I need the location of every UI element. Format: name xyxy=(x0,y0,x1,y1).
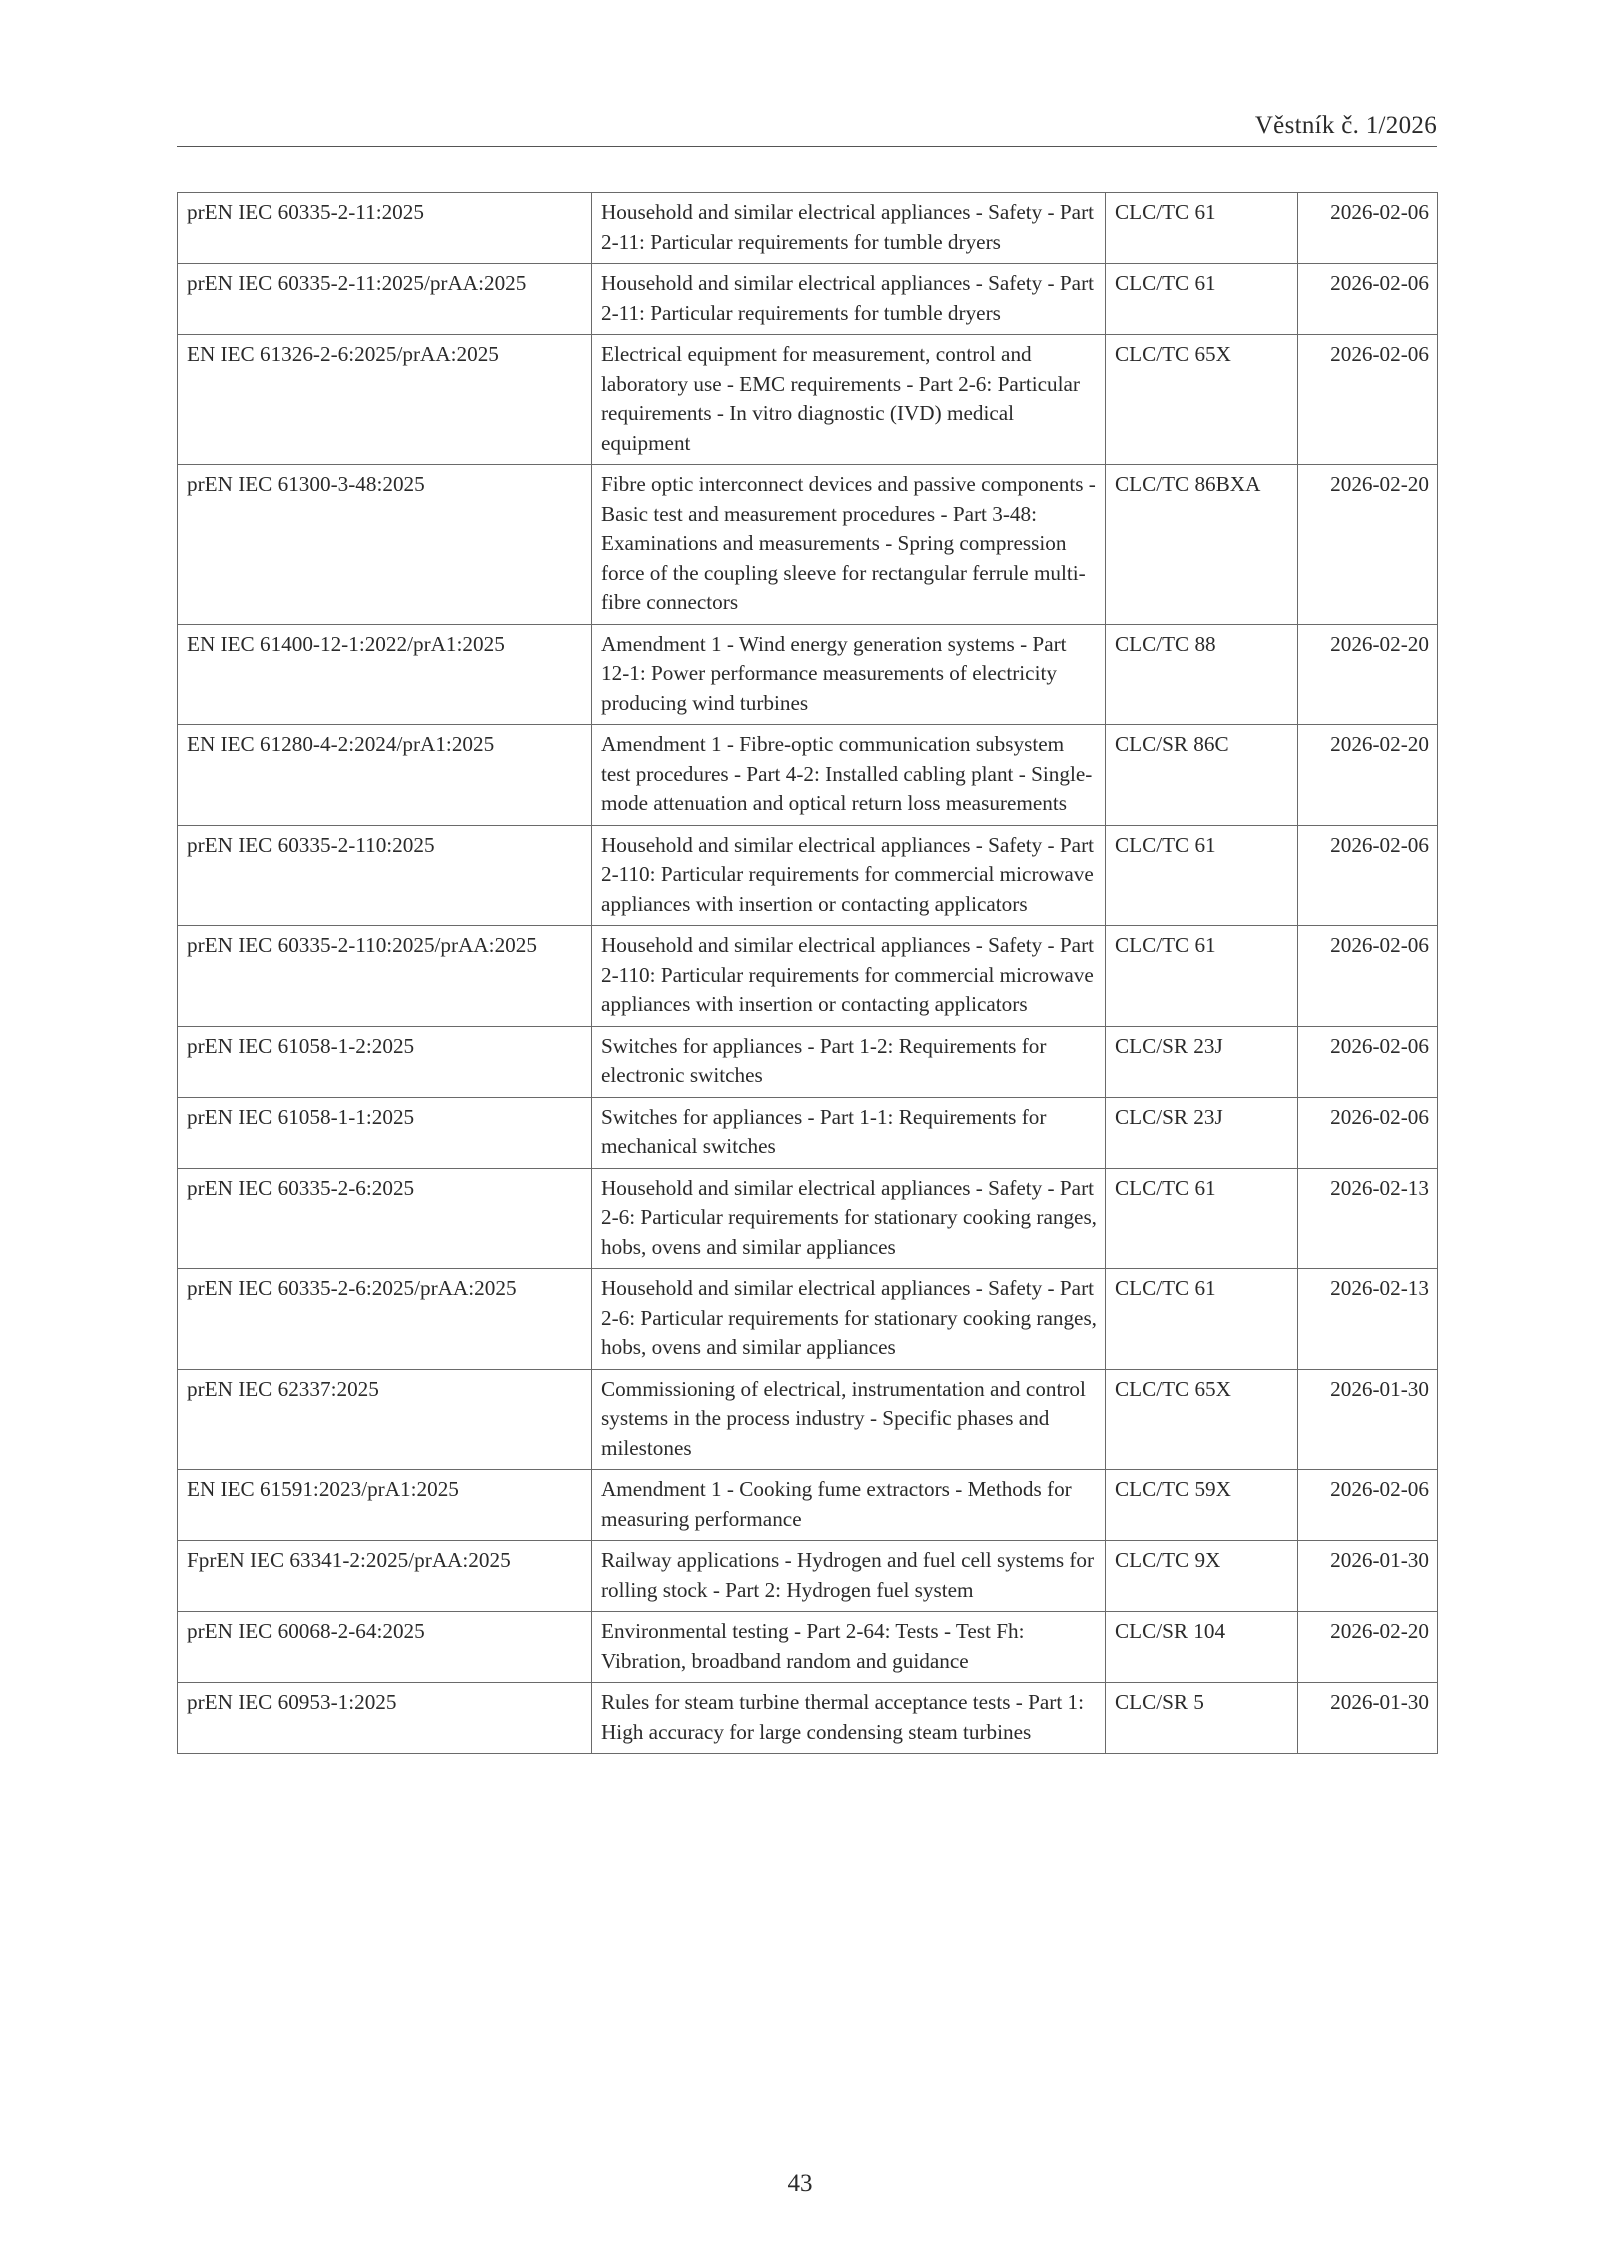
technical-committee: CLC/TC 61 xyxy=(1106,264,1298,335)
standards-table xyxy=(177,192,1438,1754)
technical-committee: CLC/TC 86BXA xyxy=(1106,465,1298,625)
deadline-date: 2026-02-13 xyxy=(1298,1168,1438,1269)
standard-title: Amendment 1 - Fibre-optic communication subsystem test procedures - Part 4-2: Installed cabling plant - Single-mode attenuation and optical return loss measurements xyxy=(592,725,1106,826)
deadline-date: 2026-02-06 xyxy=(1298,1470,1438,1541)
standard-code: EN IEC 61326-2-6:2025/prAA:2025 xyxy=(178,335,592,465)
technical-committee: CLC/SR 23J xyxy=(1106,1097,1298,1168)
standard-title: Electrical equipment for measurement, control and laboratory use - EMC requirements - Part 2-6: Particular requirements - In vitro diagnostic (IVD) medical equipment xyxy=(592,335,1106,465)
technical-committee: CLC/TC 61 xyxy=(1106,1168,1298,1269)
technical-committee: CLC/TC 61 xyxy=(1106,825,1298,926)
table-row xyxy=(178,1026,1438,1097)
table-row xyxy=(178,193,1438,264)
standard-code: prEN IEC 60335-2-110:2025 xyxy=(178,825,592,926)
technical-committee: CLC/TC 61 xyxy=(1106,193,1298,264)
table-row xyxy=(178,926,1438,1027)
table-row xyxy=(178,1369,1438,1470)
standard-code: prEN IEC 60335-2-11:2025/prAA:2025 xyxy=(178,264,592,335)
standard-code: prEN IEC 60335-2-11:2025 xyxy=(178,193,592,264)
standard-title: Amendment 1 - Wind energy generation systems - Part 12-1: Power performance measurements of electricity producing wind turbines xyxy=(592,624,1106,725)
standard-title: Switches for appliances - Part 1-2: Requirements for electronic switches xyxy=(592,1026,1106,1097)
standard-code: EN IEC 61591:2023/prA1:2025 xyxy=(178,1470,592,1541)
deadline-date: 2026-01-30 xyxy=(1298,1683,1438,1754)
table-row xyxy=(178,624,1438,725)
deadline-date: 2026-02-20 xyxy=(1298,465,1438,625)
standard-title: Commissioning of electrical, instrumentation and control systems in the process industry - Specific phases and milestones xyxy=(592,1369,1106,1470)
standard-title: Household and similar electrical appliances - Safety - Part 2-110: Particular requirements for commercial microwave appliances with insertion or contacting applicators xyxy=(592,825,1106,926)
table-row xyxy=(178,1097,1438,1168)
standard-code: EN IEC 61400-12-1:2022/prA1:2025 xyxy=(178,624,592,725)
table-row xyxy=(178,1541,1438,1612)
standard-title: Railway applications - Hydrogen and fuel cell systems for rolling stock - Part 2: Hydrogen fuel system xyxy=(592,1541,1106,1612)
page-number: 43 xyxy=(787,2170,813,2197)
deadline-date: 2026-02-06 xyxy=(1298,193,1438,264)
standard-title: Household and similar electrical appliances - Safety - Part 2-6: Particular requirements for stationary cooking ranges, hobs, ovens and similar appliances xyxy=(592,1269,1106,1370)
standard-code: prEN IEC 60335-2-110:2025/prAA:2025 xyxy=(178,926,592,1027)
deadline-date: 2026-02-13 xyxy=(1298,1269,1438,1370)
deadline-date: 2026-01-30 xyxy=(1298,1369,1438,1470)
table-row xyxy=(178,1612,1438,1683)
table-row xyxy=(178,825,1438,926)
technical-committee: CLC/TC 59X xyxy=(1106,1470,1298,1541)
standard-title: Fibre optic interconnect devices and passive components - Basic test and measurement procedures - Part 3-48: Examinations and measurements - Spring compression force of the coupling sleeve for rectangular ferrule multi-fibre connectors xyxy=(592,465,1106,625)
standard-code: prEN IEC 60335-2-6:2025 xyxy=(178,1168,592,1269)
standard-code: FprEN IEC 63341-2:2025/prAA:2025 xyxy=(178,1541,592,1612)
technical-committee: CLC/SR 86C xyxy=(1106,725,1298,826)
deadline-date: 2026-01-30 xyxy=(1298,1541,1438,1612)
table-row xyxy=(178,264,1438,335)
standard-code: prEN IEC 60335-2-6:2025/prAA:2025 xyxy=(178,1269,592,1370)
deadline-date: 2026-02-06 xyxy=(1298,825,1438,926)
technical-committee: CLC/SR 5 xyxy=(1106,1683,1298,1754)
standard-title: Environmental testing - Part 2-64: Tests - Test Fh: Vibration, broadband random and guidance xyxy=(592,1612,1106,1683)
standard-code: prEN IEC 61058-1-1:2025 xyxy=(178,1097,592,1168)
standard-title: Household and similar electrical appliances - Safety - Part 2-6: Particular requirements for stationary cooking ranges, hobs, ovens and similar appliances xyxy=(592,1168,1106,1269)
standard-title: Switches for appliances - Part 1-1: Requirements for mechanical switches xyxy=(592,1097,1106,1168)
table-row xyxy=(178,1470,1438,1541)
deadline-date: 2026-02-06 xyxy=(1298,926,1438,1027)
standard-code: EN IEC 61280-4-2:2024/prA1:2025 xyxy=(178,725,592,826)
technical-committee: CLC/TC 61 xyxy=(1106,926,1298,1027)
standard-code: prEN IEC 61300-3-48:2025 xyxy=(178,465,592,625)
table-row xyxy=(178,1683,1438,1754)
technical-committee: CLC/SR 23J xyxy=(1106,1026,1298,1097)
deadline-date: 2026-02-20 xyxy=(1298,624,1438,725)
deadline-date: 2026-02-06 xyxy=(1298,1026,1438,1097)
standard-title: Amendment 1 - Cooking fume extractors - Methods for measuring performance xyxy=(592,1470,1106,1541)
standard-title: Household and similar electrical appliances - Safety - Part 2-11: Particular requirements for tumble dryers xyxy=(592,193,1106,264)
technical-committee: CLC/TC 61 xyxy=(1106,1269,1298,1370)
standards-table-body xyxy=(178,193,1438,1754)
table-row xyxy=(178,1168,1438,1269)
technical-committee: CLC/SR 104 xyxy=(1106,1612,1298,1683)
technical-committee: CLC/TC 65X xyxy=(1106,335,1298,465)
header-divider xyxy=(177,146,1437,147)
standard-code: prEN IEC 62337:2025 xyxy=(178,1369,592,1470)
standard-code: prEN IEC 60953-1:2025 xyxy=(178,1683,592,1754)
deadline-date: 2026-02-06 xyxy=(1298,335,1438,465)
deadline-date: 2026-02-20 xyxy=(1298,725,1438,826)
standard-code: prEN IEC 60068-2-64:2025 xyxy=(178,1612,592,1683)
technical-committee: CLC/TC 88 xyxy=(1106,624,1298,725)
standard-code: prEN IEC 61058-1-2:2025 xyxy=(178,1026,592,1097)
table-row xyxy=(178,1269,1438,1370)
bulletin-title: Věstník č. 1/2026 xyxy=(1254,112,1437,139)
table-row xyxy=(178,335,1438,465)
deadline-date: 2026-02-06 xyxy=(1298,264,1438,335)
standard-title: Rules for steam turbine thermal acceptance tests - Part 1: High accuracy for large condensing steam turbines xyxy=(592,1683,1106,1754)
technical-committee: CLC/TC 9X xyxy=(1106,1541,1298,1612)
deadline-date: 2026-02-06 xyxy=(1298,1097,1438,1168)
table-row xyxy=(178,465,1438,625)
technical-committee: CLC/TC 65X xyxy=(1106,1369,1298,1470)
standard-title: Household and similar electrical appliances - Safety - Part 2-11: Particular requirements for tumble dryers xyxy=(592,264,1106,335)
deadline-date: 2026-02-20 xyxy=(1298,1612,1438,1683)
table-row xyxy=(178,725,1438,826)
standard-title: Household and similar electrical appliances - Safety - Part 2-110: Particular requirements for commercial microwave appliances with insertion or contacting applicators xyxy=(592,926,1106,1027)
